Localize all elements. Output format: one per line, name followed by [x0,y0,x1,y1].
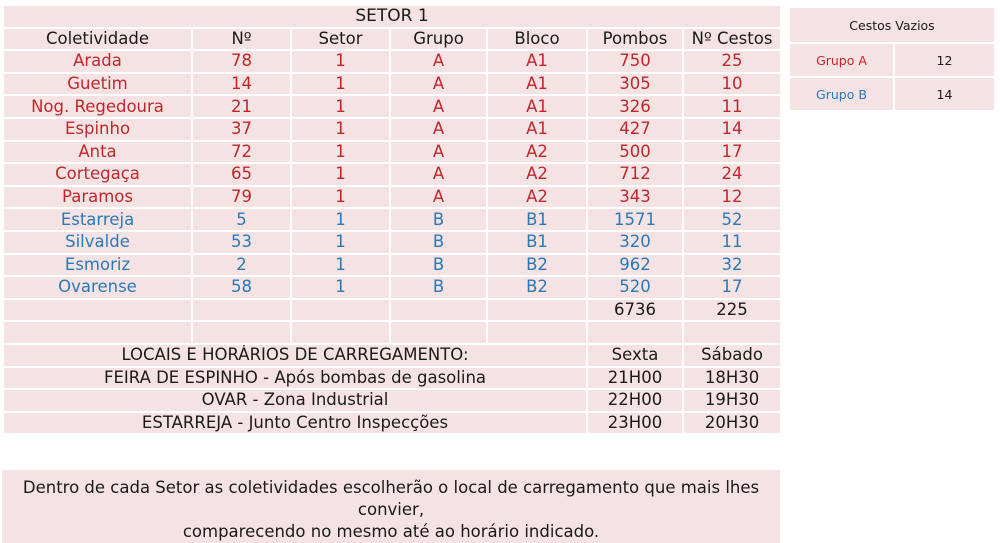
day-sexta: Sexta [587,344,683,367]
cell-pombos: 712 [587,163,683,186]
setor-title: SETOR 1 [3,5,781,28]
header-row [3,28,781,51]
cell-bloco: B1 [487,231,587,254]
cell-coletividade: Nog. Regedoura [3,95,192,118]
table-row [3,186,781,209]
cell-bloco: A2 [487,163,587,186]
cestos-row-grupo-a [789,43,995,77]
cell-setor: 1 [291,208,390,231]
cell-numero: 72 [192,141,291,164]
col-header: Coletividade [3,28,192,51]
cell-grupo: B [390,231,487,254]
cell-coletividade: Ovarense [3,276,192,299]
cell-pombos: 750 [587,50,683,73]
cell-pombos: 320 [587,231,683,254]
cell-bloco: A1 [487,50,587,73]
cell-cestos: 24 [683,163,781,186]
local-time-sabado: 20H30 [683,412,781,435]
col-header: Nº [192,28,291,51]
locais-row [3,389,781,412]
cell-setor: 1 [291,141,390,164]
cell-setor: 1 [291,118,390,141]
cestos-row-grupo-b [789,77,995,111]
cell-pombos: 962 [587,254,683,277]
col-header: Grupo [390,28,487,51]
local-time-sexta: 23H00 [587,412,683,435]
cell-bloco: A2 [487,186,587,209]
cell-numero: 78 [192,50,291,73]
cell-bloco: A1 [487,118,587,141]
cell-cestos: 12 [683,186,781,209]
cell-bloco: B2 [487,254,587,277]
cell-setor: 1 [291,95,390,118]
table-row [3,276,781,299]
cell-cestos: 32 [683,254,781,277]
cell-cestos: 11 [683,231,781,254]
grupo-b-label: Grupo B [789,77,894,111]
cell-numero: 14 [192,73,291,96]
cell-cestos: 52 [683,208,781,231]
cell-numero: 53 [192,231,291,254]
cell-coletividade: Silvalde [3,231,192,254]
cell-bloco: B2 [487,276,587,299]
cestos-vazios-table [788,6,996,112]
table-row [3,95,781,118]
table-row [3,163,781,186]
note-line-2: comparecendo no mesmo até ao horário indicado. [182,521,600,541]
day-sabado: Sábado [683,344,781,367]
cell-bloco: A2 [487,141,587,164]
col-header: Bloco [487,28,587,51]
cell-cestos: 10 [683,73,781,96]
cell-pombos: 1571 [587,208,683,231]
cestos-vazios-title: Cestos Vazios [789,7,995,43]
grupo-a-value: 12 [894,43,995,77]
cell-grupo: A [390,50,487,73]
cell-numero: 65 [192,163,291,186]
cell-pombos: 305 [587,73,683,96]
locais-row [3,367,781,390]
cell-grupo: B [390,208,487,231]
cell-setor: 1 [291,254,390,277]
cell-numero: 79 [192,186,291,209]
locais-title: LOCAIS E HORÁRIOS DE CARREGAMENTO: [3,344,587,367]
table-row [3,254,781,277]
cell-pombos: 520 [587,276,683,299]
table-row [3,50,781,73]
cell-setor: 1 [291,276,390,299]
cell-grupo: A [390,73,487,96]
cell-cestos: 25 [683,50,781,73]
cell-grupo: B [390,254,487,277]
cell-coletividade: Estarreja [3,208,192,231]
table-row [3,118,781,141]
table-row [3,141,781,164]
totals-row [3,299,781,322]
locais-header-row [3,344,781,367]
cell-pombos: 500 [587,141,683,164]
local-name: FEIRA DE ESPINHO - Após bombas de gasolina [3,367,587,390]
cell-bloco: B1 [487,208,587,231]
cell-cestos: 14 [683,118,781,141]
cell-numero: 2 [192,254,291,277]
locais-row [3,412,781,435]
grupo-a-label: Grupo A [789,43,894,77]
cell-cestos: 17 [683,276,781,299]
cell-grupo: A [390,95,487,118]
local-time-sabado: 18H30 [683,367,781,390]
cell-cestos: 17 [683,141,781,164]
cell-coletividade: Espinho [3,118,192,141]
cell-coletividade: Paramos [3,186,192,209]
carregamento-note [2,470,780,543]
cell-setor: 1 [291,50,390,73]
local-name: OVAR - Zona Industrial [3,389,587,412]
note-line-1: Dentro de cada Setor as coletividades escolherão o local de carregamento que mais lhes convier, [22,477,760,519]
cell-coletividade: Arada [3,50,192,73]
local-time-sexta: 21H00 [587,367,683,390]
cell-grupo: A [390,118,487,141]
cell-grupo: A [390,163,487,186]
cell-setor: 1 [291,231,390,254]
col-header: Setor [291,28,390,51]
total-pombos: 6736 [587,299,683,322]
spacer-row [3,321,781,344]
cell-cestos: 11 [683,95,781,118]
cell-grupo: A [390,141,487,164]
cell-coletividade: Guetim [3,73,192,96]
cell-setor: 1 [291,186,390,209]
cell-grupo: B [390,276,487,299]
local-name: ESTARREJA - Junto Centro Inspecções [3,412,587,435]
table-row [3,231,781,254]
cell-numero: 37 [192,118,291,141]
cell-setor: 1 [291,73,390,96]
col-header: Nº Cestos [683,28,781,51]
setor-table [2,4,782,435]
table-row [3,208,781,231]
grupo-b-value: 14 [894,77,995,111]
cell-bloco: A1 [487,95,587,118]
cell-pombos: 427 [587,118,683,141]
local-time-sexta: 22H00 [587,389,683,412]
cell-coletividade: Cortegaça [3,163,192,186]
cell-setor: 1 [291,163,390,186]
table-row [3,73,781,96]
cell-bloco: A1 [487,73,587,96]
total-cestos: 225 [683,299,781,322]
cell-numero: 58 [192,276,291,299]
local-time-sabado: 19H30 [683,389,781,412]
cell-numero: 5 [192,208,291,231]
cell-grupo: A [390,186,487,209]
cell-pombos: 343 [587,186,683,209]
cell-coletividade: Esmoriz [3,254,192,277]
cell-pombos: 326 [587,95,683,118]
cell-numero: 21 [192,95,291,118]
col-header: Pombos [587,28,683,51]
cell-coletividade: Anta [3,141,192,164]
